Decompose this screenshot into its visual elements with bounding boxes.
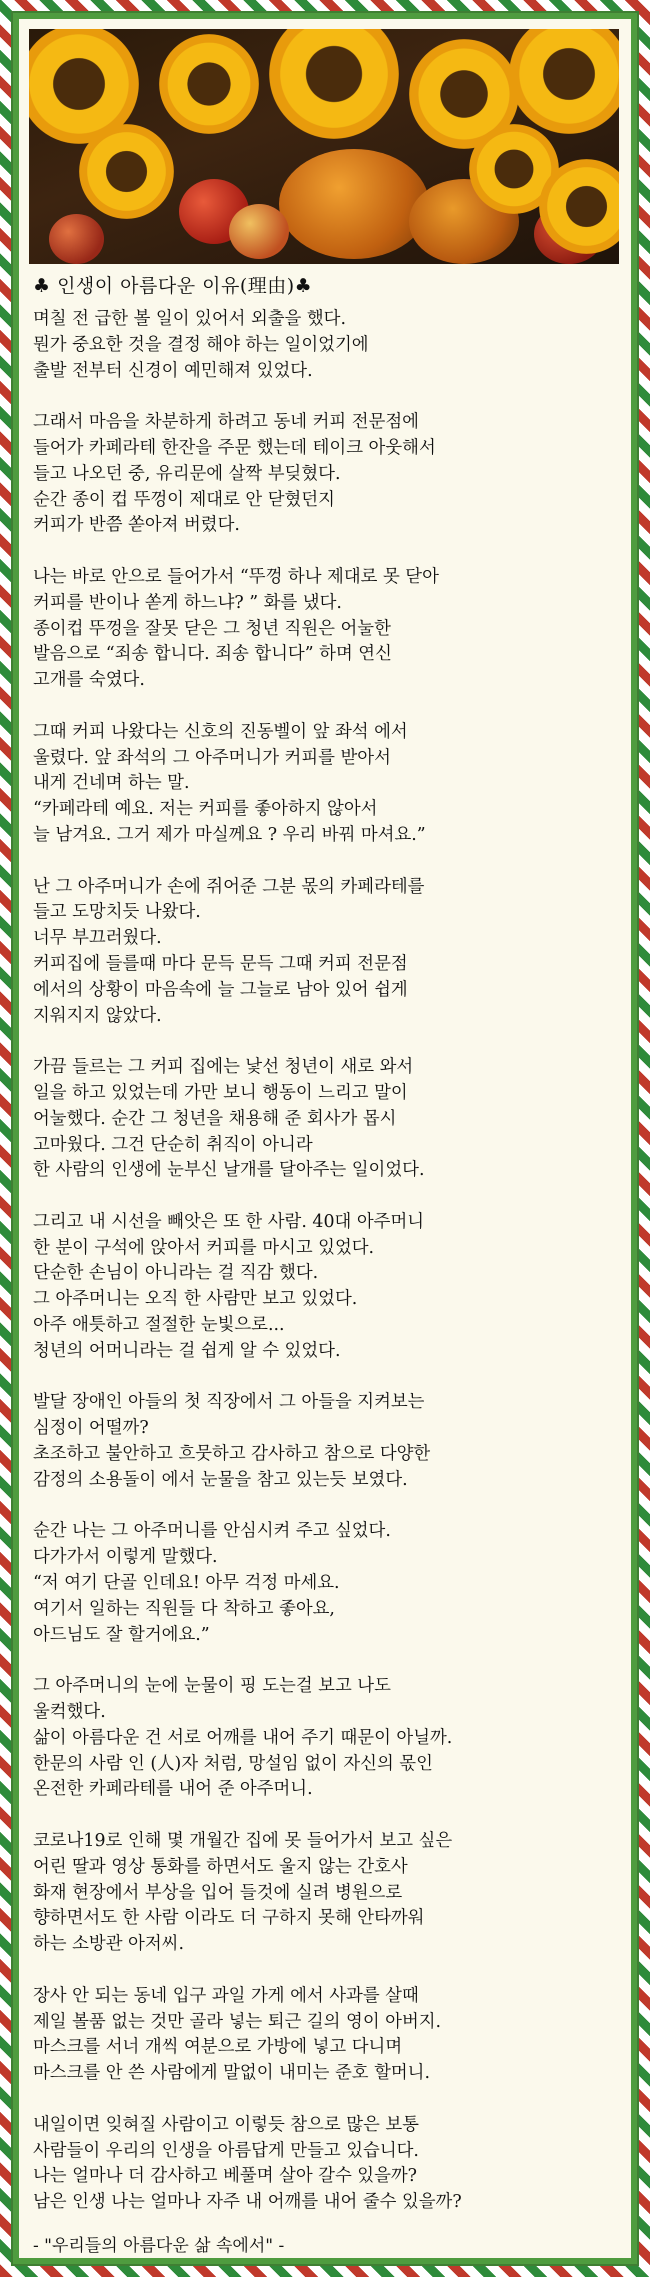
paragraph: 내일이면 잊혀질 사람이고 이렇듯 참으로 많은 보통 사람들이 우리의 인생을 아름답게 만들고 있습니다. 나는 얼마나 더 감사하고 베풀며 살아 갈수 있을까? 남은 인생 나는 얼마나 자주 내 어깨를 내어 줄수 있을까? — [33, 2114, 462, 2213]
sunflower-image — [79, 124, 174, 219]
sunflower-image — [269, 29, 399, 139]
paragraph: 장사 안 되는 동네 입구 과일 가게 에서 사과를 살때 제일 볼품 없는 것만 골라 넣는 퇴근 길의 영이 아버지. 마스크를 서너 개씩 여분으로 가방에 넣고 다니며 마스크를 안 쓴 사람에게 말없이 내미는 준호 할머니. — [33, 1985, 442, 2084]
apple-image — [229, 204, 289, 259]
paragraph: 발달 장애인 아들의 첫 직장에서 그 아들을 지켜보는 심정이 어떨까? 초조하고 불안하고 흐뭇하고 감사하고 참으로 다양한 감정의 소용돌이 에서 눈물을 참고 있는듯 보였다. — [33, 1392, 431, 1490]
paragraph: 코로나19로 인해 몇 개월간 집에 못 들어가서 보고 싶은 어린 딸과 영상 통화를 하면서도 울지 않는 간호사 화재 현장에서 부상을 입어 들것에 실려 병원으로 향하면서도 한 사람 이라도 더 구하지 못해 안타까워 하는 소방관 아저씨. — [33, 1831, 453, 1955]
paragraph: 그래서 마음을 차분하게 하려고 동네 커피 전문점에 들어가 카페라테 한잔을 주문 했는데 테이크 아웃해서 들고 나오던 중, 유리문에 살짝 부딪혔다. 순간 종이 컵 뚜껑이 제대로 안 닫혔던지 커피가 반쯤 쏟아져 버렸다. — [33, 412, 436, 536]
paragraph: 그리고 내 시선을 빼앗은 또 한 사람. 40대 아주머니 한 분이 구석에 앉아서 커피를 마시고 있었다. 단순한 손님이 아니라는 걸 직감 했다. 그 아주머니는 오직 한 사람만 보고 있었다. 아주 애틋하고 절절한 눈빛으로... 청년의 어머니라는 걸 쉽게 알 수 있었다. — [33, 1211, 425, 1361]
source-footer: - "우리들의 아름다운 삶 속에서" - — [33, 2236, 285, 2256]
paragraph: 며칠 전 급한 볼 일이 있어서 외출을 했다. 뭔가 중요한 것을 결정 해야 하는 일이었기에 출발 전부터 신경이 예민해져 있었다. — [33, 309, 369, 381]
paragraph: 그때 커피 나왔다는 신호의 진동벨이 앞 좌석 에서 울렸다. 앞 좌석의 그 아주머니가 커피를 받아서 내게 건네며 하는 말. “카페라테 예요. 저는 커피를 좋아하지 않아서 늘 남겨요. 그거 제가 마실께요 ? 우리 바꿔 마셔요.” — [33, 721, 426, 845]
paragraph: 순간 나는 그 아주머니를 안심시켜 주고 싶었다. 다가가서 이렇게 말했다. “저 여기 단골 인데요! 아무 걱정 마세요. 여기서 일하는 직원들 다 착하고 좋아요, 아드님도 잘 할거에요.” — [33, 1521, 391, 1645]
apple-image — [49, 214, 104, 264]
paragraph: 그 아주머니의 눈에 눈물이 핑 도는걸 보고 나도 울컥했다. 삶이 아름다운 건 서로 어깨를 내어 주기 때문이 아닐까. 한문의 사람 인 (人)자 처럼, 망설임 없이 자신의 몫인 온전한 카페라테를 내어 준 아주머니. — [33, 1676, 453, 1800]
pumpkin-image — [279, 149, 429, 259]
sunflower-image — [509, 29, 619, 134]
content-card — [19, 19, 631, 2258]
paragraph: 나는 바로 안으로 들어가서 “뚜껑 하나 제대로 못 닫아 커피를 반이나 쏟게 하느냐? ” 화를 냈다. 종이컵 뚜껑을 잘못 닫은 그 청년 직원은 어눌한 발음으로 “죄송 합니다. 죄송 합니다” 하며 연신 고개를 숙였다. — [33, 566, 439, 691]
page-title: ♣ 인생이 아름다운 이유(理由)♣ — [33, 275, 313, 297]
green-border — [11, 11, 639, 2266]
sunflower-image — [159, 34, 259, 134]
article-body — [33, 307, 623, 2242]
paragraph: 난 그 아주머니가 손에 쥐어준 그분 몫의 카페라테를 들고 도망치듯 나왔다. 너무 부끄러웠다. 커피집에 들를때 마다 문득 문득 그때 커피 전문점 에서의 상황이 마음속에 늘 그늘로 남아 있어 쉽게 지워지지 않았다. — [33, 876, 425, 1026]
sunflower-harvest-photo — [29, 29, 619, 264]
paragraph: 가끔 들르는 그 커피 집에는 낯선 청년이 새로 와서 일을 하고 있었는데 가만 보니 행동이 느리고 말이 어눌했다. 순간 그 청년을 채용해 준 회사가 몹시 고마웠다. 그건 단순히 취직이 아니라 한 사람의 인생에 눈부신 날개를 달아주는 일이었다. — [33, 1057, 425, 1181]
